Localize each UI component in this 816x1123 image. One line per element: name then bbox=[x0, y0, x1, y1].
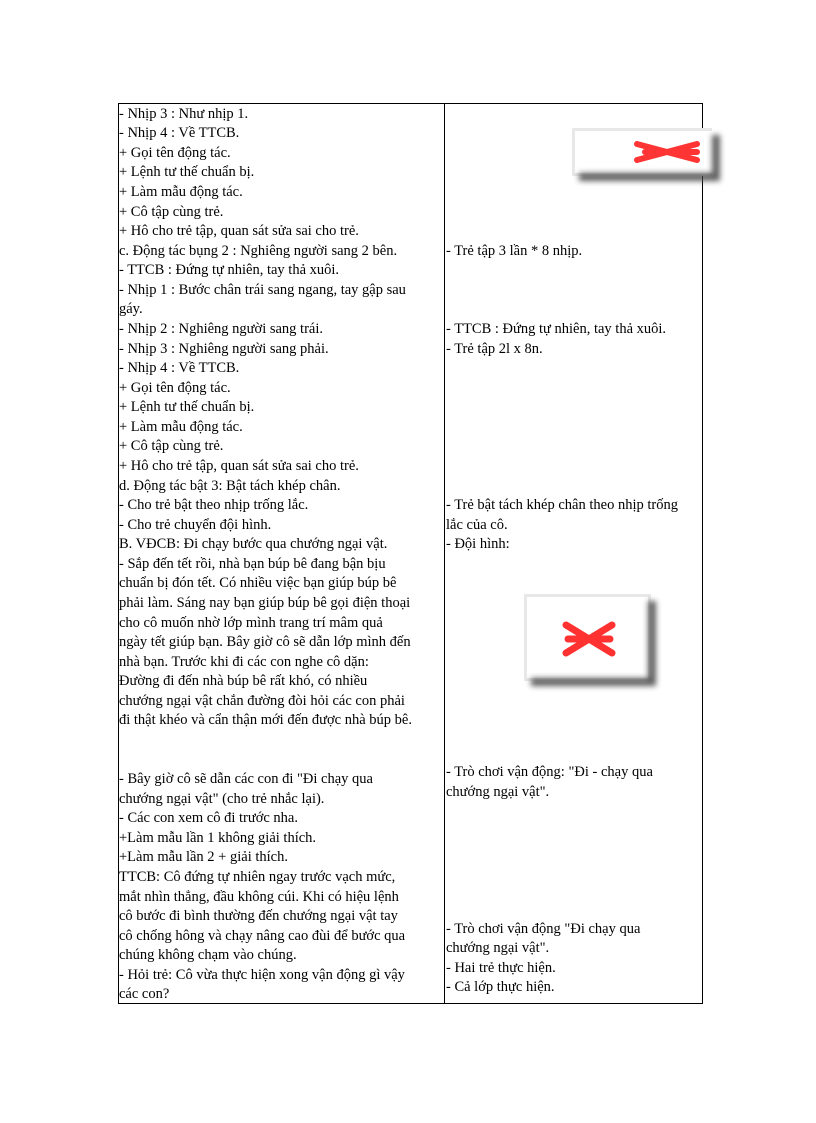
text-line: + Hô cho trẻ tập, quan sát sửa sai cho trẻ. bbox=[119, 223, 359, 239]
text-line: - Bây giờ cô sẽ dẫn các con đi "Đi chạy qua bbox=[119, 771, 373, 787]
text-line: + Làm mẫu động tác. bbox=[119, 419, 243, 435]
text-line: chuẩn bị đón tết. Có nhiều việc bạn giúp búp bê bbox=[119, 575, 397, 591]
text-line: gáy. bbox=[119, 301, 143, 317]
text-line: các con? bbox=[119, 986, 170, 1002]
text-line: + Cô tập cùng trẻ. bbox=[119, 438, 224, 454]
text-line: phải làm. Sáng nay bạn giúp búp bê gọi điện thoại bbox=[119, 595, 411, 611]
text-line: - TTCB : Đứng tự nhiên, tay thả xuôi. bbox=[119, 262, 340, 278]
text-line: - Hỏi trẻ: Cô vừa thực hiện xong vận động gì vậy bbox=[119, 967, 405, 983]
text-line: + Cô tập cùng trẻ. bbox=[119, 204, 224, 220]
text-line: - Cho trẻ bật theo nhịp trống lắc. bbox=[119, 497, 309, 513]
column-divider bbox=[444, 104, 445, 1003]
text-line: + Lệnh tư thế chuẩn bị. bbox=[119, 399, 255, 415]
text-line: d. Động tác bật 3: Bật tách khép chân. bbox=[119, 478, 341, 494]
text-line: cô chống hông và chạy nâng cao đùi để bước qua bbox=[119, 928, 406, 944]
text-line: - Trẻ tập 2l x 8n. bbox=[446, 341, 543, 357]
text-line: + Gọi tên động tác. bbox=[119, 380, 231, 396]
text-line: - Các con xem cô đi trước nha. bbox=[119, 810, 298, 826]
text-line: + Làm mẫu động tác. bbox=[119, 184, 243, 200]
text-line: ngày tết giúp bạn. Bây giờ cô sẽ dẫn lớp mình đến bbox=[119, 634, 411, 650]
text-line: - Trẻ bật tách khép chân theo nhịp trống bbox=[446, 497, 678, 513]
text-line: +Làm mẫu lần 1 không giải thích. bbox=[119, 830, 317, 846]
text-line: - TTCB : Đứng tự nhiên, tay thả xuôi. bbox=[446, 321, 667, 337]
text-line: - Nhịp 4 : Về TTCB. bbox=[119, 360, 240, 376]
text-line: lắc của cô. bbox=[446, 517, 508, 533]
text-line: + Hô cho trẻ tập, quan sát sửa sai cho trẻ. bbox=[119, 458, 359, 474]
text-line: chướng ngại vật" (cho trẻ nhắc lại). bbox=[119, 791, 325, 807]
text-line: - Nhịp 3 : Như nhịp 1. bbox=[119, 106, 249, 122]
text-line: đi thật khéo và cẩn thận mới đến được nhà búp bê. bbox=[119, 712, 412, 728]
text-line: mắt nhìn thẳng, đầu không cúi. Khi có hiệu lệnh bbox=[119, 889, 399, 905]
activity-table bbox=[118, 103, 703, 1004]
text-line: - Nhịp 4 : Về TTCB. bbox=[119, 125, 240, 141]
text-line: chướng ngại vật". bbox=[446, 784, 550, 800]
text-line: - Nhịp 1 : Bước chân trái sang ngang, tay gập sau bbox=[119, 282, 406, 298]
text-line: - Sắp đến tết rồi, nhà bạn búp bê đang bận bịu bbox=[119, 556, 386, 572]
text-line: - Trò chơi vận động: "Đi - chạy qua bbox=[446, 764, 653, 780]
text-line: - Nhịp 3 : Nghiêng người sang phải. bbox=[119, 341, 329, 357]
text-line: - Hai trẻ thực hiện. bbox=[446, 960, 556, 976]
text-line: chướng ngại vật chắn đường đòi hỏi các con phải bbox=[119, 693, 405, 709]
text-line: +Làm mẫu lần 2 + giải thích. bbox=[119, 849, 288, 865]
missing-image-icon bbox=[524, 594, 651, 681]
text-line: - Cả lớp thực hiện. bbox=[446, 979, 555, 995]
text-line: B. VĐCB: Đi chạy bước qua chướng ngại vật. bbox=[119, 536, 388, 552]
text-line: - Nhịp 2 : Nghiêng người sang trái. bbox=[119, 321, 323, 337]
text-line: + Gọi tên động tác. bbox=[119, 145, 231, 161]
text-line: - Đội hình: bbox=[446, 536, 510, 552]
text-line: + Lệnh tư thế chuẩn bị. bbox=[119, 164, 255, 180]
missing-image-icon bbox=[572, 128, 712, 176]
text-line: - Trẻ tập 3 lần * 8 nhịp. bbox=[446, 243, 583, 259]
text-line: - Cho trẻ chuyển đội hình. bbox=[119, 517, 272, 533]
text-line: Đường đi đến nhà búp bê rất khó, có nhiều bbox=[119, 673, 368, 689]
text-line: cô bước đi bình thường đến chướng ngại vật tay bbox=[119, 908, 398, 924]
text-line: nhà bạn. Trước khi đi các con nghe cô dặn: bbox=[119, 654, 369, 670]
text-line: chúng không chạm vào chúng. bbox=[119, 947, 297, 963]
text-line: c. Động tác bụng 2 : Nghiêng người sang 2 bên. bbox=[119, 243, 398, 259]
text-line: - Trò chơi vận động "Đi chạy qua bbox=[446, 921, 641, 937]
text-line: TTCB: Cô đứng tự nhiên ngay trước vạch mức, bbox=[119, 869, 396, 885]
text-line: cho cô muốn nhờ lớp mình trang trí mâm quả bbox=[119, 615, 383, 631]
text-line: chướng ngại vật". bbox=[446, 940, 550, 956]
